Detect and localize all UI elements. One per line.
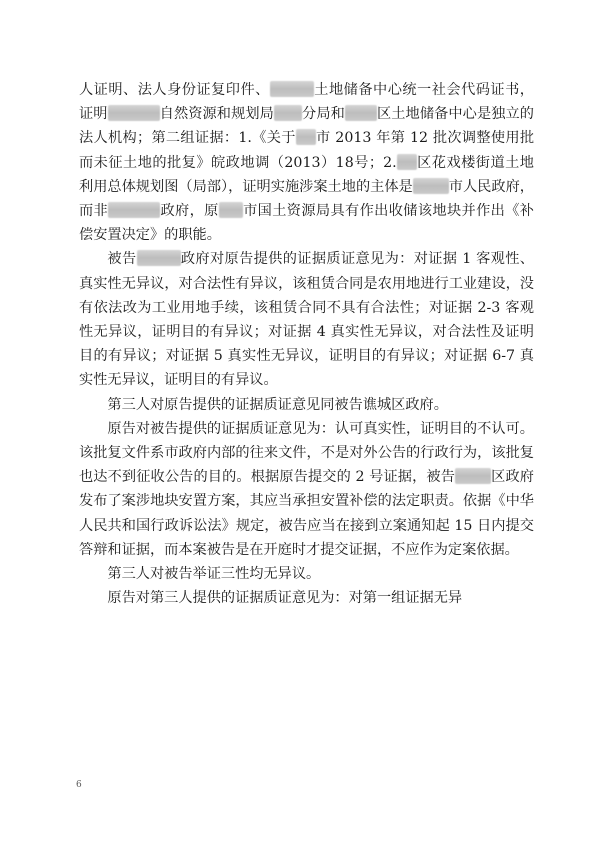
redaction-mark bbox=[137, 250, 181, 266]
text-run: 市国土资源局具有作出收储该地块并作出《补偿安置决定》的职能。 bbox=[79, 203, 534, 244]
text-run: 人证明、法人身份证复印件、 bbox=[79, 82, 270, 98]
text-run: 分局和 bbox=[301, 106, 345, 123]
redaction-mark bbox=[413, 178, 449, 194]
paragraph-2 bbox=[79, 247, 534, 392]
page-number: 6 bbox=[76, 780, 82, 790]
text-run: 政府，原 bbox=[160, 203, 219, 220]
text-run: 政府对原告提供的证据质证意见为：对证据 1 客观性、真实性无异议，对合法性有异议，该租赁合同是农用地进行工业建设，没有依法改为工业用地手续，该租赁合同不具有合法性；对证据 2-3 客观性无异议，证明目的有异议；对证据 4 真实性无异议，对合法性及证明目的有异议；对证据 5 真实性无异议，证明目的有异议；对证据 6-7 真实性无异议，证明目的有异议。 bbox=[79, 251, 534, 389]
text-run: 区花戏楼街道土地利用总体规划图（局部），证明实施涉案土地的主体是 bbox=[79, 154, 534, 195]
redaction-mark bbox=[270, 81, 314, 97]
redaction-mark bbox=[397, 154, 417, 170]
paragraph-5 bbox=[79, 562, 534, 586]
paragraph-1 bbox=[79, 78, 534, 247]
redaction-mark bbox=[345, 105, 377, 121]
paragraph-4 bbox=[79, 417, 534, 562]
text-run: 原告对第三人提供的证据质证意见为：对第一组证据无异 bbox=[107, 590, 463, 607]
text-run: 区政府发布了案涉地块安置方案，其应当承担安置补偿的法定职责。依据《中华人民共和国行政诉讼法》规定，被告应当在接到立案通知起 15 日内提交答辩和证据，而本案被告是在开庭时才提交证据，不应作为定案依据。 bbox=[79, 469, 534, 558]
text-run: 土地储备中心统一社会代码证书，证明 bbox=[79, 82, 534, 123]
redaction-mark bbox=[108, 105, 160, 121]
text-run: 原告对被告提供的证据质证意见为：认可真实性，证明目的不认可。该批复文件系市政府内部的往来文件，不是对外公告的行政行为，该批复也达不到征收公告的目的。根据原告提交的 2 号证据，被告 bbox=[79, 420, 534, 486]
text-run: 自然资源和规划局 bbox=[159, 106, 274, 123]
paragraph-6 bbox=[79, 586, 534, 610]
redaction-mark bbox=[455, 468, 491, 484]
text-run: 区土地储备中心是独立的法人机构；第二组证据：1.《关于 bbox=[79, 106, 534, 147]
text-run: 市 2013 年第 12 批次调整使用批而未征土地的批复》皖政地调（2013）18号；2. bbox=[79, 130, 535, 171]
redaction-mark bbox=[108, 202, 160, 218]
paragraph-3 bbox=[79, 393, 534, 417]
redaction-mark bbox=[219, 202, 243, 218]
text-run: 第三人对被告举证三性均无异议。 bbox=[107, 566, 321, 583]
text-run: 市人民政府，而非 bbox=[79, 178, 534, 220]
text-run: 第三人对原告提供的证据质证意见同被告谯城区政府。 bbox=[107, 396, 448, 413]
text-run: 被告 bbox=[107, 251, 137, 268]
body-text bbox=[79, 78, 534, 610]
redaction-mark bbox=[296, 129, 316, 145]
redaction-mark bbox=[274, 105, 302, 121]
